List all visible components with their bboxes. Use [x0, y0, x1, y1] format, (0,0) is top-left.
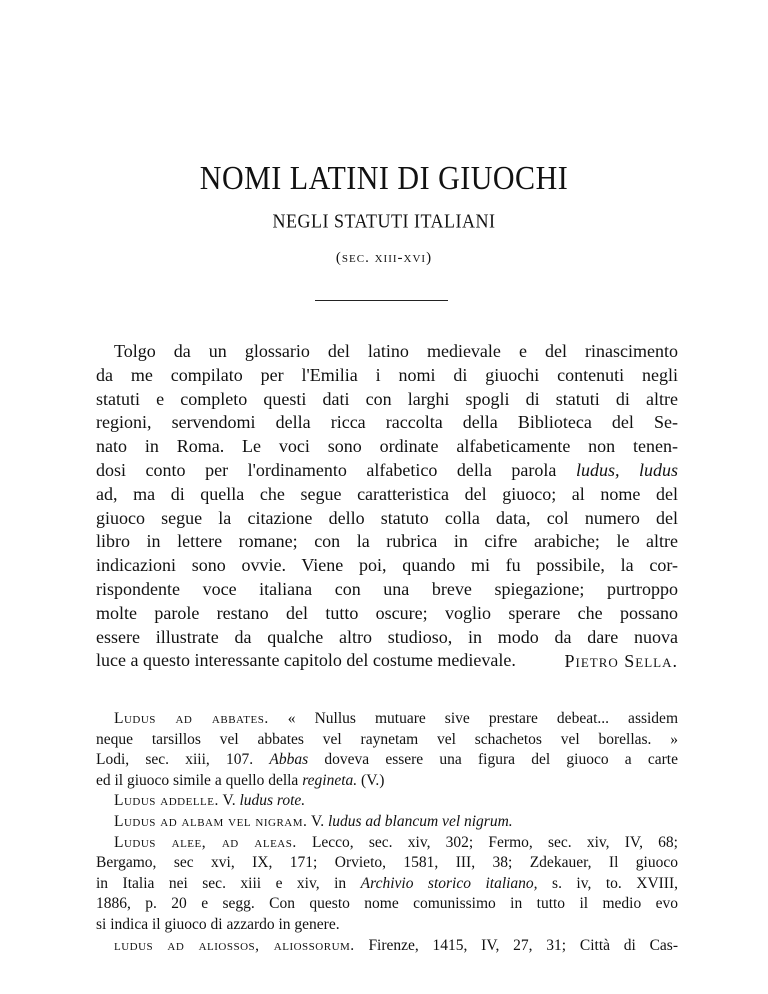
entry-line: [96, 771, 678, 792]
intro-line: molte parole restano del tutto oscure; voglio sperare che possano: [96, 602, 678, 623]
intro-line: libro in lettere romane; con la rubrica in cifre arabiche; le altre: [96, 531, 678, 552]
intro-line-text: dosi conto per l'ordinamento alfabetico della parola: [96, 459, 557, 480]
entry-text: V.: [222, 792, 236, 810]
entry-text: doveva essere una figura del giuoco a carte: [324, 751, 678, 769]
intro-line: nato in Roma. Le voci sono ordinate alfabeticamente non tenen-: [96, 436, 678, 457]
entry-text: V.: [311, 812, 325, 830]
intro-line: ad, ma di quella che segue caratteristica del giuoco; al nome del: [96, 483, 678, 504]
century-range: (sec. xiii-xvi): [335, 250, 433, 266]
entry-alee: [96, 833, 678, 854]
page-subtitle: NEGLI STATUTI ITALIANI: [272, 209, 496, 232]
entry-headword: Ludus alee, ad aleas.: [114, 833, 297, 851]
entry-line: si indica il giuoco di azzardo in genere.: [96, 915, 340, 933]
intro-line: rispondente voce italiana con una breve spiegazione; purtroppo: [96, 578, 678, 599]
entry-italic: ludus rote.: [239, 792, 306, 810]
entry-italic: Archivio storico italiano,: [360, 874, 538, 892]
entry-line: Bergamo, sec xvi, IX, 171; Orvieto, 1581, III, 38; Zdekauer, Il giuoco: [96, 854, 678, 872]
intro-line: [96, 459, 678, 483]
entry-aliossos: [96, 936, 678, 957]
entry-line: [96, 750, 678, 771]
entry-line: neque tarsillos vel abbates vel raynetam vel schachetos vel borellas. »: [96, 730, 678, 748]
entry-text: ed il giuoco simile a quello della: [96, 771, 299, 789]
intro-line: Tolgo da un glossario del latino medievale e del rinascimento: [114, 341, 678, 361]
author-signature: Pietro Sella.: [564, 651, 678, 671]
entry-italic: ludus ad blancum vel nigrum.: [327, 812, 513, 830]
entry-albam: [96, 812, 678, 833]
intro-line: essere illustrate da qualche altro studioso, in modo da dare nuova: [96, 626, 678, 647]
entry-headword: ludus ad aliossos, aliossorum.: [114, 936, 355, 954]
intro-line: indicazioni sono ovvie. Viene poi, quando mi fu possibile, la cor-: [96, 555, 678, 576]
entry-line: [96, 874, 678, 895]
entry-addelle: [96, 791, 678, 812]
intro-line: regioni, servendomi della ricca raccolta della Biblioteca del Se-: [96, 412, 678, 433]
intro-line: statuti e completo questi dati con larghi spogli di statuti di altre: [96, 388, 678, 409]
entry-text: « Nullus mutuare sive prestare debeat... assidem: [287, 710, 678, 727]
intro-line: da me compilato per l'Emilia i nomi di giuochi contenuti negli: [96, 364, 678, 385]
entry-text: in Italia nei sec. xiii e xiv, in: [96, 874, 347, 892]
entry-italic: regineta.: [302, 771, 358, 789]
entry-text: Firenze, 1415, IV, 27, 31; Città di Cas-: [368, 936, 679, 954]
title-divider: [315, 300, 448, 301]
entry-headword: Ludus addelle.: [114, 792, 219, 810]
page-title: NOMI LATINI DI GIUOCHI: [199, 159, 569, 197]
entry-text: (V.): [361, 771, 385, 789]
entry-headword: Ludus ad albam vel nigram.: [114, 812, 308, 830]
entry-text: Lodi, sec. xiii, 107.: [96, 751, 254, 769]
entry-italic: Abbas: [269, 751, 309, 769]
entry-text: Lecco, sec. xiv, 302; Fermo, sec. xiv, IV, 68;: [311, 833, 678, 851]
entry-abbates: [96, 709, 678, 730]
intro-line: luce a questo interessante capitolo del costume medievale.: [96, 650, 516, 671]
intro-line: giuoco segue la citazione dello statuto colla data, col numero del: [96, 507, 678, 528]
entry-headword: Ludus ad abbates.: [114, 710, 269, 727]
intro-italic-term: ludus, ludus: [575, 459, 678, 480]
intro-paragraph: [96, 340, 678, 673]
entry-line: 1886, p. 20 e segg. Con questo nome comunissimo in tutto il medio evo: [96, 895, 678, 913]
entry-text: s. iv, to. XVIII,: [552, 874, 679, 892]
glossary-entries: [96, 709, 678, 956]
